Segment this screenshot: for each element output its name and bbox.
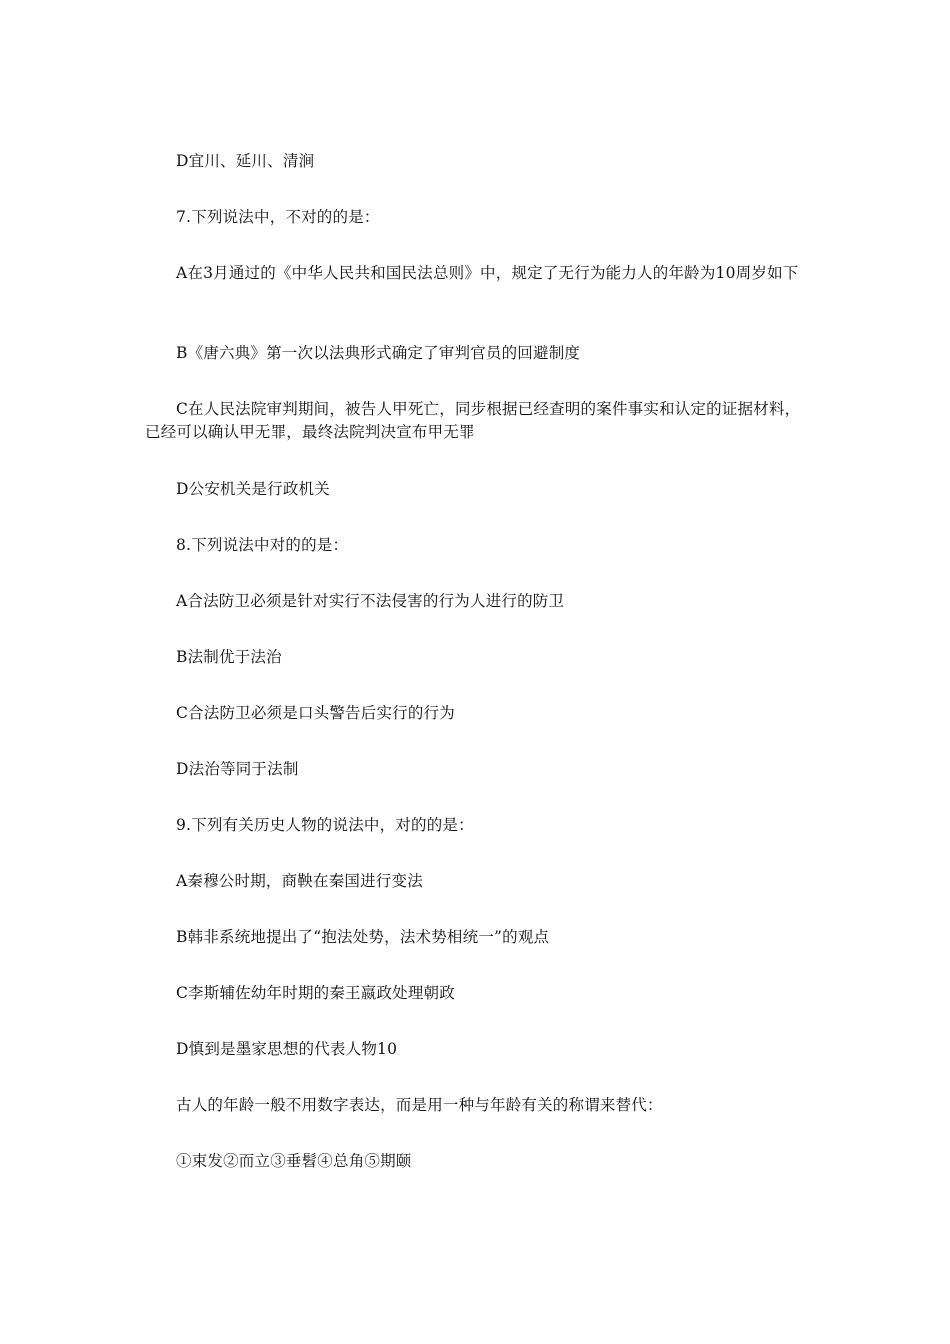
option-a-q7: A在3月通过的《中华人民共和国民法总则》中，规定了无行为能力人的年龄为10周岁如下 [176, 264, 799, 282]
option-d-q8: D法治等同于法制 [176, 760, 299, 778]
question-10-items: ①束发②而立③垂髫④总角⑤期颐 [176, 1152, 412, 1170]
question-8: 8.下列说法中对的的是： [176, 536, 349, 554]
question-10-intro: 古人的年龄一般不用数字表达，而是用一种与年龄有关的称谓来替代： [176, 1096, 663, 1114]
question-9: 9.下列有关历史人物的说法中，对的的是： [176, 816, 474, 834]
option-b-q9: B韩非系统地提出了“抱法处势，法术势相统一”的观点 [176, 928, 550, 946]
option-a-q9: A秦穆公时期，商鞅在秦国进行变法 [176, 872, 423, 890]
option-b-q7: B《唐六典》第一次以法典形式确定了审判官员的回避制度 [176, 344, 581, 362]
option-d-q6: D宜川、延川、清涧 [176, 152, 315, 170]
option-c-q8: C合法防卫必须是口头警告后实行的行为 [176, 704, 455, 722]
option-b-q8: B法制优于法治 [176, 648, 282, 666]
option-c-q9: C李斯辅佐幼年时期的秦王嬴政处理朝政 [176, 984, 455, 1002]
option-d-q7: D公安机关是行政机关 [176, 480, 330, 498]
option-a-q8: A合法防卫必须是针对实行不法侵害的行为人进行的防卫 [176, 592, 565, 610]
option-d-q9: D慎到是墨家思想的代表人物10 [176, 1040, 398, 1058]
question-7: 7.下列说法中，不对的的是： [176, 208, 380, 226]
option-c-q7: C在人民法院审判期间，被告人甲死亡，同步根据已经查明的案件事实和认定的证据材料，已经可以确认甲无罪，最终法院判决宣布甲无罪 [145, 400, 801, 441]
